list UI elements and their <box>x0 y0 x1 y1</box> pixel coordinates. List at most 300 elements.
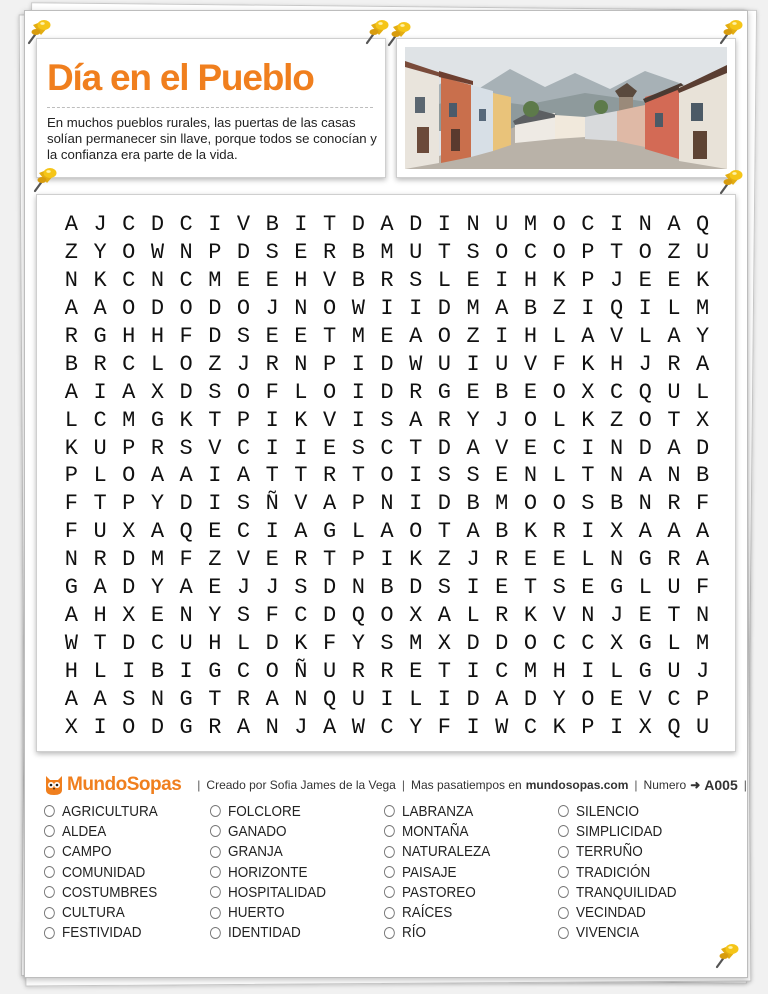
grid-letter[interactable]: V <box>208 435 222 461</box>
grid-letter[interactable]: V <box>495 435 509 461</box>
grid-letter[interactable]: H <box>552 658 566 684</box>
checkbox-circle-icon[interactable] <box>210 846 221 858</box>
grid-letter[interactable]: J <box>609 602 624 628</box>
checkbox-circle-icon[interactable] <box>558 886 569 898</box>
grid-letter[interactable]: T <box>294 463 308 489</box>
grid-letter[interactable]: U <box>495 212 509 238</box>
grid-letter[interactable]: Z <box>437 547 451 573</box>
grid-letter[interactable]: R <box>93 351 107 377</box>
grid-letter[interactable]: G <box>437 379 451 405</box>
grid-letter[interactable]: I <box>466 714 480 740</box>
grid-letter[interactable]: W <box>351 714 365 740</box>
letter-grid[interactable] <box>57 211 717 741</box>
checkbox-circle-icon[interactable] <box>558 907 569 919</box>
grid-letter[interactable]: D <box>409 575 423 601</box>
grid-letter[interactable]: O <box>179 351 193 377</box>
grid-letter[interactable]: V <box>323 407 337 433</box>
grid-letter[interactable]: E <box>208 575 222 601</box>
grid-letter[interactable]: B <box>466 491 480 517</box>
grid-letter[interactable]: S <box>294 575 308 601</box>
grid-letter[interactable]: F <box>179 324 193 350</box>
grid-letter[interactable]: S <box>466 463 480 489</box>
grid-letter[interactable]: H <box>122 324 136 350</box>
grid-letter[interactable]: L <box>294 379 308 405</box>
grid-letter[interactable]: X <box>609 519 624 545</box>
word-item[interactable] <box>558 923 707 943</box>
grid-letter[interactable]: N <box>609 435 624 461</box>
grid-letter[interactable]: O <box>122 240 136 266</box>
grid-letter[interactable]: P <box>236 407 251 433</box>
grid-letter[interactable]: L <box>93 463 107 489</box>
grid-letter[interactable]: O <box>323 296 337 322</box>
grid-letter[interactable]: W <box>495 714 509 740</box>
word-item[interactable] <box>44 882 193 902</box>
grid-letter[interactable]: H <box>150 324 165 350</box>
grid-letter[interactable]: Z <box>64 240 78 266</box>
grid-letter[interactable]: I <box>437 212 451 238</box>
grid-letter[interactable]: F <box>64 491 78 517</box>
grid-letter[interactable]: D <box>323 575 337 601</box>
grid-letter[interactable]: J <box>236 351 251 377</box>
grid-letter[interactable]: S <box>236 324 251 350</box>
grid-letter[interactable]: N <box>294 296 308 322</box>
grid-letter[interactable]: P <box>351 547 365 573</box>
grid-letter[interactable]: O <box>523 491 538 517</box>
grid-letter[interactable]: I <box>294 435 308 461</box>
grid-letter[interactable]: N <box>294 351 308 377</box>
grid-letter[interactable]: I <box>380 686 394 712</box>
grid-letter[interactable]: M <box>495 491 509 517</box>
word-item[interactable] <box>558 801 707 821</box>
grid-letter[interactable]: Ñ <box>265 491 279 517</box>
grid-letter[interactable]: T <box>667 407 681 433</box>
checkbox-circle-icon[interactable] <box>44 886 55 898</box>
grid-letter[interactable]: X <box>696 407 710 433</box>
grid-letter[interactable]: I <box>380 296 394 322</box>
grid-letter[interactable]: G <box>638 630 652 656</box>
grid-letter[interactable]: A <box>380 212 394 238</box>
word-item[interactable] <box>210 821 367 841</box>
grid-letter[interactable]: C <box>380 435 394 461</box>
grid-letter[interactable]: T <box>208 686 222 712</box>
grid-letter[interactable]: B <box>351 268 365 294</box>
grid-letter[interactable]: Y <box>208 602 222 628</box>
grid-letter[interactable]: E <box>208 519 222 545</box>
word-item[interactable] <box>384 923 541 943</box>
checkbox-circle-icon[interactable] <box>558 805 569 817</box>
grid-letter[interactable]: B <box>523 296 538 322</box>
grid-letter[interactable]: M <box>380 240 394 266</box>
grid-letter[interactable]: J <box>265 575 279 601</box>
grid-letter[interactable]: P <box>323 351 337 377</box>
grid-letter[interactable]: D <box>437 491 451 517</box>
grid-letter[interactable]: O <box>638 407 652 433</box>
grid-letter[interactable]: R <box>150 435 165 461</box>
grid-letter[interactable]: O <box>523 407 538 433</box>
grid-letter[interactable]: A <box>64 212 78 238</box>
grid-letter[interactable]: T <box>351 463 365 489</box>
grid-letter[interactable]: G <box>638 547 652 573</box>
word-item[interactable] <box>558 882 707 902</box>
grid-letter[interactable]: A <box>495 296 509 322</box>
grid-letter[interactable]: Q <box>323 686 337 712</box>
grid-letter[interactable]: A <box>236 463 251 489</box>
checkbox-circle-icon[interactable] <box>44 825 55 837</box>
grid-letter[interactable]: I <box>265 407 279 433</box>
grid-letter[interactable]: R <box>93 547 107 573</box>
grid-letter[interactable]: A <box>93 296 107 322</box>
grid-letter[interactable]: R <box>495 602 509 628</box>
grid-letter[interactable]: E <box>409 658 423 684</box>
grid-letter[interactable]: H <box>523 268 538 294</box>
grid-letter[interactable]: A <box>93 575 107 601</box>
grid-letter[interactable]: J <box>236 575 251 601</box>
grid-letter[interactable]: T <box>609 240 624 266</box>
grid-letter[interactable]: T <box>323 324 337 350</box>
grid-letter[interactable]: T <box>437 240 451 266</box>
grid-letter[interactable]: D <box>380 351 394 377</box>
checkbox-circle-icon[interactable] <box>384 907 395 919</box>
grid-letter[interactable]: O <box>409 519 423 545</box>
grid-letter[interactable]: A <box>179 463 193 489</box>
grid-letter[interactable]: L <box>667 296 681 322</box>
grid-letter[interactable]: R <box>495 547 509 573</box>
grid-letter[interactable]: Y <box>351 630 365 656</box>
grid-letter[interactable]: X <box>609 630 624 656</box>
grid-letter[interactable]: A <box>437 602 451 628</box>
grid-letter[interactable]: M <box>696 630 710 656</box>
grid-letter[interactable]: Z <box>667 240 681 266</box>
grid-letter[interactable]: D <box>150 212 165 238</box>
grid-letter[interactable]: E <box>380 324 394 350</box>
grid-letter[interactable]: E <box>523 435 538 461</box>
grid-letter[interactable]: D <box>523 686 538 712</box>
checkbox-circle-icon[interactable] <box>384 886 395 898</box>
grid-letter[interactable]: A <box>323 714 337 740</box>
grid-letter[interactable]: E <box>265 268 279 294</box>
word-item[interactable] <box>210 923 367 943</box>
grid-letter[interactable]: Y <box>466 407 480 433</box>
grid-letter[interactable]: U <box>667 379 681 405</box>
grid-letter[interactable]: C <box>552 630 566 656</box>
grid-letter[interactable]: K <box>552 268 566 294</box>
grid-letter[interactable]: I <box>351 407 365 433</box>
grid-letter[interactable]: R <box>437 407 451 433</box>
grid-letter[interactable]: Z <box>552 296 566 322</box>
grid-letter[interactable]: P <box>581 268 595 294</box>
grid-letter[interactable]: I <box>581 519 595 545</box>
grid-letter[interactable]: I <box>351 379 365 405</box>
grid-letter[interactable]: S <box>380 630 394 656</box>
grid-letter[interactable]: C <box>609 379 624 405</box>
grid-letter[interactable]: I <box>294 212 308 238</box>
grid-letter[interactable]: M <box>696 296 710 322</box>
word-item[interactable] <box>384 842 541 862</box>
grid-letter[interactable]: T <box>323 547 337 573</box>
grid-letter[interactable]: S <box>265 240 279 266</box>
grid-letter[interactable]: M <box>409 630 423 656</box>
grid-letter[interactable]: S <box>179 435 193 461</box>
grid-letter[interactable]: G <box>93 324 107 350</box>
grid-letter[interactable]: Y <box>150 491 165 517</box>
grid-letter[interactable]: E <box>581 575 595 601</box>
checkbox-circle-icon[interactable] <box>384 866 395 878</box>
grid-letter[interactable]: A <box>667 212 681 238</box>
grid-letter[interactable]: I <box>122 658 136 684</box>
grid-letter[interactable]: L <box>64 407 78 433</box>
grid-letter[interactable]: T <box>409 435 423 461</box>
grid-letter[interactable]: R <box>667 351 681 377</box>
grid-letter[interactable]: Y <box>409 714 423 740</box>
grid-letter[interactable]: E <box>466 268 480 294</box>
grid-letter[interactable]: C <box>667 686 681 712</box>
grid-letter[interactable]: M <box>351 324 365 350</box>
grid-letter[interactable]: R <box>323 463 337 489</box>
word-item[interactable] <box>210 842 367 862</box>
grid-letter[interactable]: U <box>667 575 681 601</box>
grid-letter[interactable]: T <box>265 463 279 489</box>
grid-letter[interactable]: H <box>64 658 78 684</box>
grid-letter[interactable]: D <box>466 686 480 712</box>
grid-letter[interactable]: Z <box>609 407 624 433</box>
grid-letter[interactable]: O <box>265 658 279 684</box>
grid-letter[interactable]: K <box>294 407 308 433</box>
grid-letter[interactable]: E <box>466 379 480 405</box>
grid-letter[interactable]: B <box>495 379 509 405</box>
grid-letter[interactable]: I <box>93 714 107 740</box>
grid-letter[interactable]: I <box>179 658 193 684</box>
grid-letter[interactable]: A <box>638 463 652 489</box>
grid-letter[interactable]: E <box>236 268 251 294</box>
grid-letter[interactable]: I <box>581 658 595 684</box>
grid-letter[interactable]: X <box>122 519 136 545</box>
grid-letter[interactable]: T <box>667 602 681 628</box>
grid-letter[interactable]: L <box>638 575 652 601</box>
grid-letter[interactable]: O <box>437 324 451 350</box>
grid-letter[interactable]: R <box>323 240 337 266</box>
word-item[interactable] <box>44 801 193 821</box>
grid-letter[interactable]: F <box>265 379 279 405</box>
grid-letter[interactable]: F <box>552 351 566 377</box>
grid-letter[interactable]: K <box>523 519 538 545</box>
grid-letter[interactable]: N <box>609 463 624 489</box>
grid-letter[interactable]: B <box>495 519 509 545</box>
checkbox-circle-icon[interactable] <box>44 866 55 878</box>
grid-letter[interactable]: U <box>437 351 451 377</box>
grid-letter[interactable]: K <box>93 268 107 294</box>
grid-letter[interactable]: U <box>667 658 681 684</box>
grid-letter[interactable]: W <box>150 240 165 266</box>
grid-letter[interactable]: O <box>122 714 136 740</box>
grid-letter[interactable]: C <box>495 658 509 684</box>
grid-letter[interactable]: O <box>552 491 566 517</box>
grid-letter[interactable]: R <box>409 379 423 405</box>
grid-letter[interactable]: F <box>265 602 279 628</box>
word-item[interactable] <box>44 862 193 882</box>
grid-letter[interactable]: N <box>380 491 394 517</box>
grid-letter[interactable]: J <box>609 268 624 294</box>
grid-letter[interactable]: A <box>380 519 394 545</box>
grid-letter[interactable]: S <box>380 407 394 433</box>
grid-letter[interactable]: I <box>409 491 423 517</box>
grid-letter[interactable]: F <box>696 575 710 601</box>
grid-letter[interactable]: N <box>64 547 78 573</box>
grid-letter[interactable]: V <box>552 602 566 628</box>
grid-letter[interactable]: A <box>64 379 78 405</box>
grid-letter[interactable]: D <box>265 630 279 656</box>
grid-letter[interactable]: K <box>64 435 78 461</box>
grid-letter[interactable]: X <box>409 602 423 628</box>
grid-letter[interactable]: C <box>380 714 394 740</box>
grid-letter[interactable]: S <box>236 491 251 517</box>
grid-letter[interactable]: Y <box>696 324 710 350</box>
grid-letter[interactable]: A <box>150 463 165 489</box>
grid-letter[interactable]: A <box>667 519 681 545</box>
grid-letter[interactable]: L <box>552 407 566 433</box>
grid-letter[interactable]: C <box>179 212 193 238</box>
grid-letter[interactable]: D <box>208 296 222 322</box>
grid-letter[interactable]: D <box>122 547 136 573</box>
grid-letter[interactable]: B <box>64 351 78 377</box>
grid-letter[interactable]: L <box>667 630 681 656</box>
grid-letter[interactable]: J <box>638 351 652 377</box>
grid-letter[interactable]: E <box>638 602 652 628</box>
grid-letter[interactable]: C <box>581 630 595 656</box>
grid-letter[interactable]: C <box>294 602 308 628</box>
grid-letter[interactable]: E <box>150 602 165 628</box>
grid-letter[interactable]: C <box>122 351 136 377</box>
grid-letter[interactable]: T <box>93 491 107 517</box>
checkbox-circle-icon[interactable] <box>558 927 569 939</box>
grid-letter[interactable]: A <box>696 351 710 377</box>
grid-letter[interactable]: N <box>179 240 193 266</box>
grid-letter[interactable]: A <box>179 575 193 601</box>
grid-letter[interactable]: D <box>437 435 451 461</box>
grid-letter[interactable]: K <box>552 714 566 740</box>
grid-letter[interactable]: D <box>380 379 394 405</box>
grid-letter[interactable]: E <box>667 268 681 294</box>
checkbox-circle-icon[interactable] <box>558 866 569 878</box>
grid-letter[interactable]: I <box>351 351 365 377</box>
grid-letter[interactable]: D <box>122 575 136 601</box>
grid-letter[interactable]: M <box>150 547 165 573</box>
grid-letter[interactable]: Z <box>208 351 222 377</box>
word-item[interactable] <box>558 821 707 841</box>
grid-letter[interactable]: T <box>323 212 337 238</box>
grid-letter[interactable]: L <box>696 379 710 405</box>
grid-letter[interactable]: D <box>150 296 165 322</box>
grid-letter[interactable]: O <box>581 686 595 712</box>
grid-letter[interactable]: G <box>64 575 78 601</box>
grid-letter[interactable]: N <box>64 268 78 294</box>
grid-letter[interactable]: B <box>351 240 365 266</box>
grid-letter[interactable]: S <box>437 463 451 489</box>
grid-letter[interactable]: X <box>638 714 652 740</box>
grid-letter[interactable]: R <box>294 547 308 573</box>
grid-letter[interactable]: E <box>323 435 337 461</box>
grid-letter[interactable]: J <box>495 407 509 433</box>
word-item[interactable] <box>558 902 707 922</box>
grid-letter[interactable]: E <box>552 547 566 573</box>
grid-letter[interactable]: P <box>122 435 136 461</box>
grid-letter[interactable]: L <box>552 324 566 350</box>
grid-letter[interactable]: Z <box>466 324 480 350</box>
grid-letter[interactable]: R <box>380 268 394 294</box>
grid-letter[interactable]: T <box>437 519 451 545</box>
grid-letter[interactable]: D <box>236 240 251 266</box>
grid-letter[interactable]: M <box>208 268 222 294</box>
word-item[interactable] <box>44 842 193 862</box>
grid-letter[interactable]: Q <box>696 212 710 238</box>
grid-letter[interactable]: P <box>696 686 710 712</box>
checkbox-circle-icon[interactable] <box>44 846 55 858</box>
grid-letter[interactable]: C <box>236 658 251 684</box>
grid-letter[interactable]: C <box>122 212 136 238</box>
grid-letter[interactable]: M <box>466 296 480 322</box>
grid-letter[interactable]: Q <box>609 296 624 322</box>
grid-letter[interactable]: E <box>265 547 279 573</box>
grid-letter[interactable]: I <box>581 296 595 322</box>
grid-letter[interactable]: N <box>523 463 538 489</box>
grid-letter[interactable]: A <box>495 686 509 712</box>
grid-letter[interactable]: A <box>409 407 423 433</box>
grid-letter[interactable]: L <box>437 268 451 294</box>
grid-letter[interactable]: O <box>552 240 566 266</box>
grid-letter[interactable]: B <box>609 491 624 517</box>
grid-letter[interactable]: V <box>236 212 251 238</box>
grid-letter[interactable]: I <box>495 324 509 350</box>
grid-letter[interactable]: U <box>93 519 107 545</box>
grid-letter[interactable]: R <box>552 519 566 545</box>
grid-letter[interactable]: I <box>466 575 480 601</box>
grid-letter[interactable]: N <box>265 714 279 740</box>
grid-letter[interactable]: Z <box>208 547 222 573</box>
word-item[interactable] <box>384 882 541 902</box>
grid-letter[interactable]: G <box>179 714 193 740</box>
grid-letter[interactable]: K <box>696 268 710 294</box>
grid-letter[interactable]: S <box>581 491 595 517</box>
grid-letter[interactable]: U <box>179 630 193 656</box>
grid-letter[interactable]: I <box>437 686 451 712</box>
grid-letter[interactable]: D <box>150 714 165 740</box>
word-item[interactable] <box>384 821 541 841</box>
word-item[interactable] <box>384 902 541 922</box>
grid-letter[interactable]: P <box>581 240 595 266</box>
grid-letter[interactable]: V <box>236 547 251 573</box>
grid-letter[interactable]: K <box>179 407 193 433</box>
grid-letter[interactable]: A <box>150 519 165 545</box>
grid-letter[interactable]: B <box>380 575 394 601</box>
grid-letter[interactable]: A <box>294 519 308 545</box>
grid-letter[interactable]: L <box>638 324 652 350</box>
grid-letter[interactable]: L <box>466 602 480 628</box>
grid-letter[interactable]: H <box>93 602 107 628</box>
grid-letter[interactable]: E <box>495 575 509 601</box>
grid-letter[interactable]: A <box>265 686 279 712</box>
grid-letter[interactable]: R <box>208 714 222 740</box>
grid-letter[interactable]: L <box>93 658 107 684</box>
grid-letter[interactable]: F <box>696 491 710 517</box>
grid-letter[interactable]: T <box>437 658 451 684</box>
grid-letter[interactable]: D <box>208 324 222 350</box>
checkbox-circle-icon[interactable] <box>210 927 221 939</box>
grid-letter[interactable]: R <box>236 686 251 712</box>
brand-logo[interactable] <box>44 774 181 796</box>
grid-letter[interactable]: Y <box>150 575 165 601</box>
checkbox-circle-icon[interactable] <box>44 907 55 919</box>
grid-letter[interactable]: N <box>150 268 165 294</box>
grid-letter[interactable]: I <box>265 435 279 461</box>
